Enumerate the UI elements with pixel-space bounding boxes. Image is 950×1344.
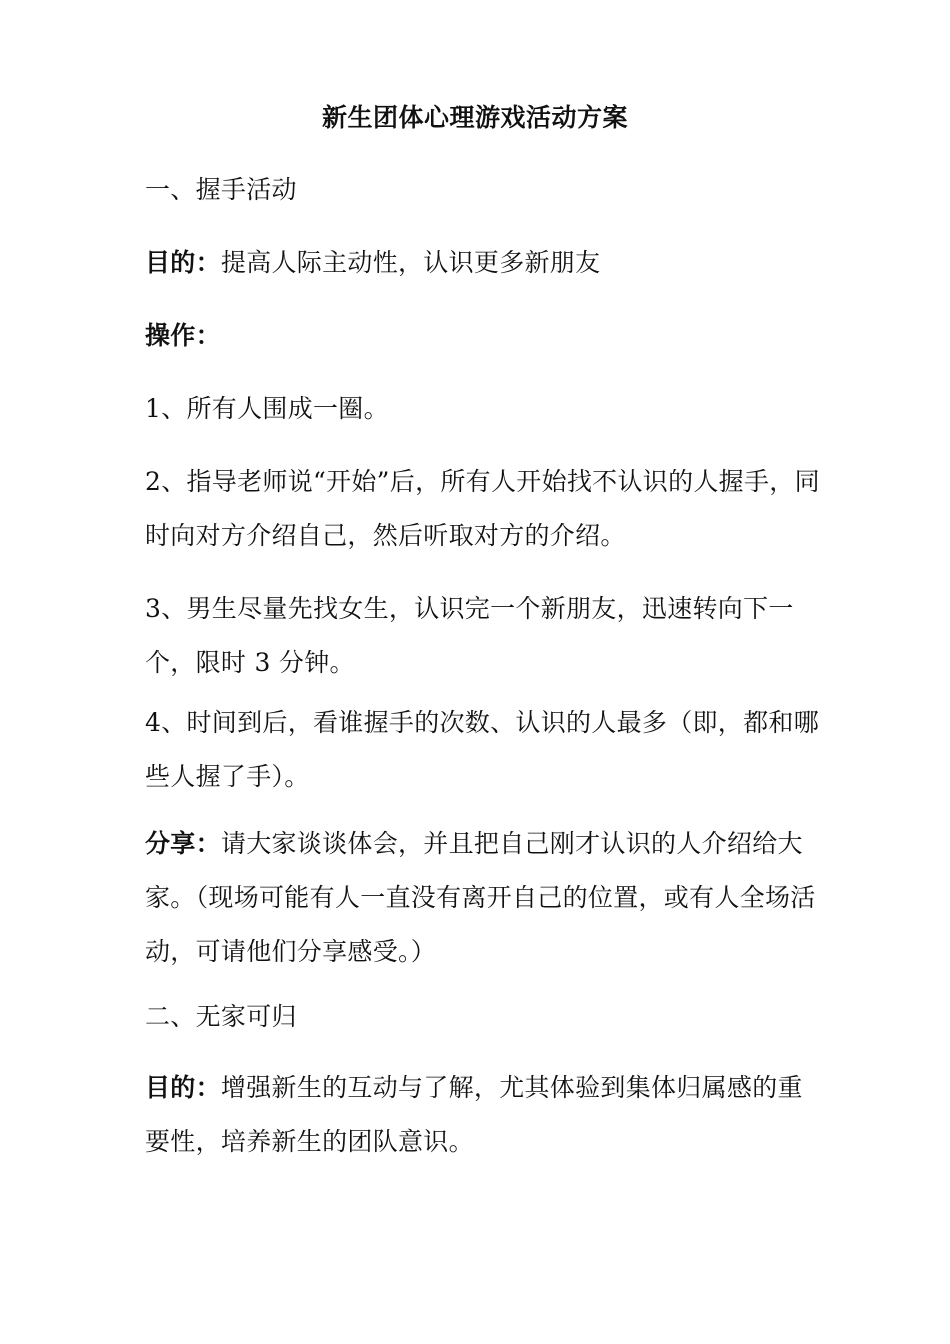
share-text: 请大家谈谈体会，并且把自己刚才认识的人介绍给大家。（现场可能有人一直没有离开自己的位置，或有人全场活动，可请他们分享感受。） xyxy=(145,829,816,966)
purpose-text: 提高人际主动性，认识更多新朋友 xyxy=(220,248,601,277)
section-heading-handshake: 一、握手活动 xyxy=(145,175,297,204)
step-4: 4、时间到后，看谁握手的次数、认识的人最多（即，都和哪些人握了手）。 xyxy=(145,708,820,791)
operation-label-text: 操作： xyxy=(145,321,221,350)
share-label: 分享： xyxy=(145,829,221,858)
purpose-label-2: 目的： xyxy=(145,1073,221,1102)
share-paragraph xyxy=(145,817,825,979)
step-3: 3、男生尽量先找女生，认识完一个新朋友，迅速转向下一个，限时 3 分钟。 xyxy=(145,594,794,677)
operation-label xyxy=(145,309,825,363)
step-1: 1、所有人围成一圈。 xyxy=(145,394,389,423)
purpose-text-2: 增强新生的互动与了解，尤其体验到集体归属感的重要性，培养新生的团队意识。 xyxy=(145,1073,803,1156)
purpose-paragraph-handshake xyxy=(145,236,825,290)
purpose-paragraph-homeless xyxy=(145,1061,825,1169)
document-title: 新生团体心理游戏活动方案 xyxy=(321,103,628,132)
step-2: 2、指导老师说“开始”后，所有人开始找不认识的人握手，同时向对方介绍自己，然后听取对方的介绍。 xyxy=(145,467,820,550)
purpose-label: 目的： xyxy=(145,248,221,277)
section-heading-homeless: 二、无家可归 xyxy=(145,1002,297,1031)
